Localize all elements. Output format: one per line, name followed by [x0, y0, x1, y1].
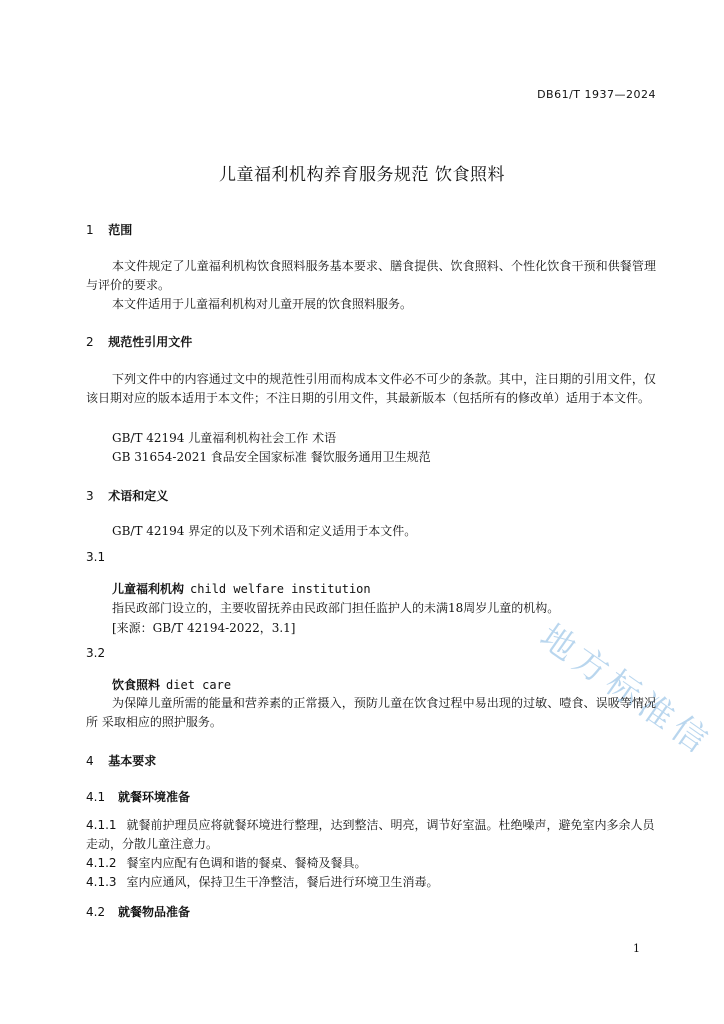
clause-number: 4.1.1 [86, 818, 117, 832]
page-number: 1 [633, 942, 640, 955]
paragraph: 下列文件中的内容通过文中的规范性引用而构成本文件必不可少的条款。其中，注日期的引用文件，仅该日期对应的版本适用于本文件；不注日期的引用文件，其最新版本（包括所有的修改单）适用于本文件。 [86, 372, 656, 405]
clause-text: 就餐前护理员应将就餐环境进行整理，达到整洁、明亮，调节好室温。杜绝噪声，避免室内多余人员走动，分散儿童注意力。 [86, 818, 655, 851]
reference-item: GB/T 42194 儿童福利机构社会工作 术语 [112, 431, 337, 445]
term-source: [来源：GB/T 42194-2022，3.1] [112, 621, 296, 635]
clause-4-1-1 [86, 816, 656, 854]
term-definition: 为保障儿童所需的能量和营养素的正常摄入，预防儿童在饮食过程中易出现的过敏、噎食、误吸等情况所 采取相应的照护服务。 [86, 696, 656, 729]
document-title: 儿童福利机构养育服务规范 饮食照料 [219, 165, 505, 185]
term-definition: 指民政部门设立的，主要收留抚养由民政部门担任监护人的未满18周岁儿童的机构。 [112, 601, 560, 615]
paragraph: 本文件适用于儿童福利机构对儿童开展的饮食照料服务。 [112, 297, 413, 311]
term-entry [112, 676, 231, 693]
clause-number: 4.1.2 [86, 856, 117, 870]
section-3-heading [86, 487, 168, 504]
clause-4-1-3 [86, 873, 656, 892]
term-chinese: 饮食照料 [112, 678, 161, 692]
subsection-4-1-heading [86, 788, 190, 805]
subsection-number: 4.2 [86, 905, 106, 919]
section-title: 范围 [108, 223, 133, 237]
subsection-title: 就餐环境准备 [118, 790, 191, 804]
section-title: 术语和定义 [108, 489, 169, 503]
section-number: 4 [86, 754, 94, 768]
section-2-heading [86, 333, 192, 350]
section-1-heading [86, 221, 132, 238]
term-english: diet care [166, 678, 232, 692]
document-number: DB61/T 1937—2024 [537, 88, 656, 101]
clause-text: 餐室内应配有色调和谐的餐桌、餐椅及餐具。 [126, 856, 367, 870]
term-number: 3.1 [86, 550, 106, 564]
subsection-number: 4.1 [86, 790, 106, 804]
clause-4-1-2 [86, 854, 656, 873]
paragraph: GB/T 42194 界定的以及下列术语和定义适用于本文件。 [112, 524, 417, 538]
term-entry [112, 580, 371, 597]
subsection-title: 就餐物品准备 [118, 905, 191, 919]
clause-text: 室内应通风，保持卫生干净整洁，餐后进行环境卫生消毒。 [126, 875, 439, 889]
watermark: 地方标准信 [532, 616, 720, 765]
section-number: 3 [86, 489, 94, 503]
term-english: child welfare institution [190, 582, 371, 596]
term-chinese: 儿童福利机构 [112, 582, 185, 596]
reference-item: GB 31654-2021 食品安全国家标准 餐饮服务通用卫生规范 [112, 450, 431, 464]
section-number: 1 [86, 223, 94, 237]
term-number: 3.2 [86, 646, 106, 660]
section-title: 基本要求 [108, 754, 157, 768]
section-number: 2 [86, 335, 94, 349]
section-4-heading [86, 752, 156, 769]
paragraph: 本文件规定了儿童福利机构饮食照料服务基本要求、膳食提供、饮食照料、个性化饮食干预和供餐管理与评价的要求。 [86, 259, 656, 292]
subsection-4-2-heading [86, 903, 190, 920]
clause-number: 4.1.3 [86, 875, 117, 889]
section-title: 规范性引用文件 [108, 335, 193, 349]
